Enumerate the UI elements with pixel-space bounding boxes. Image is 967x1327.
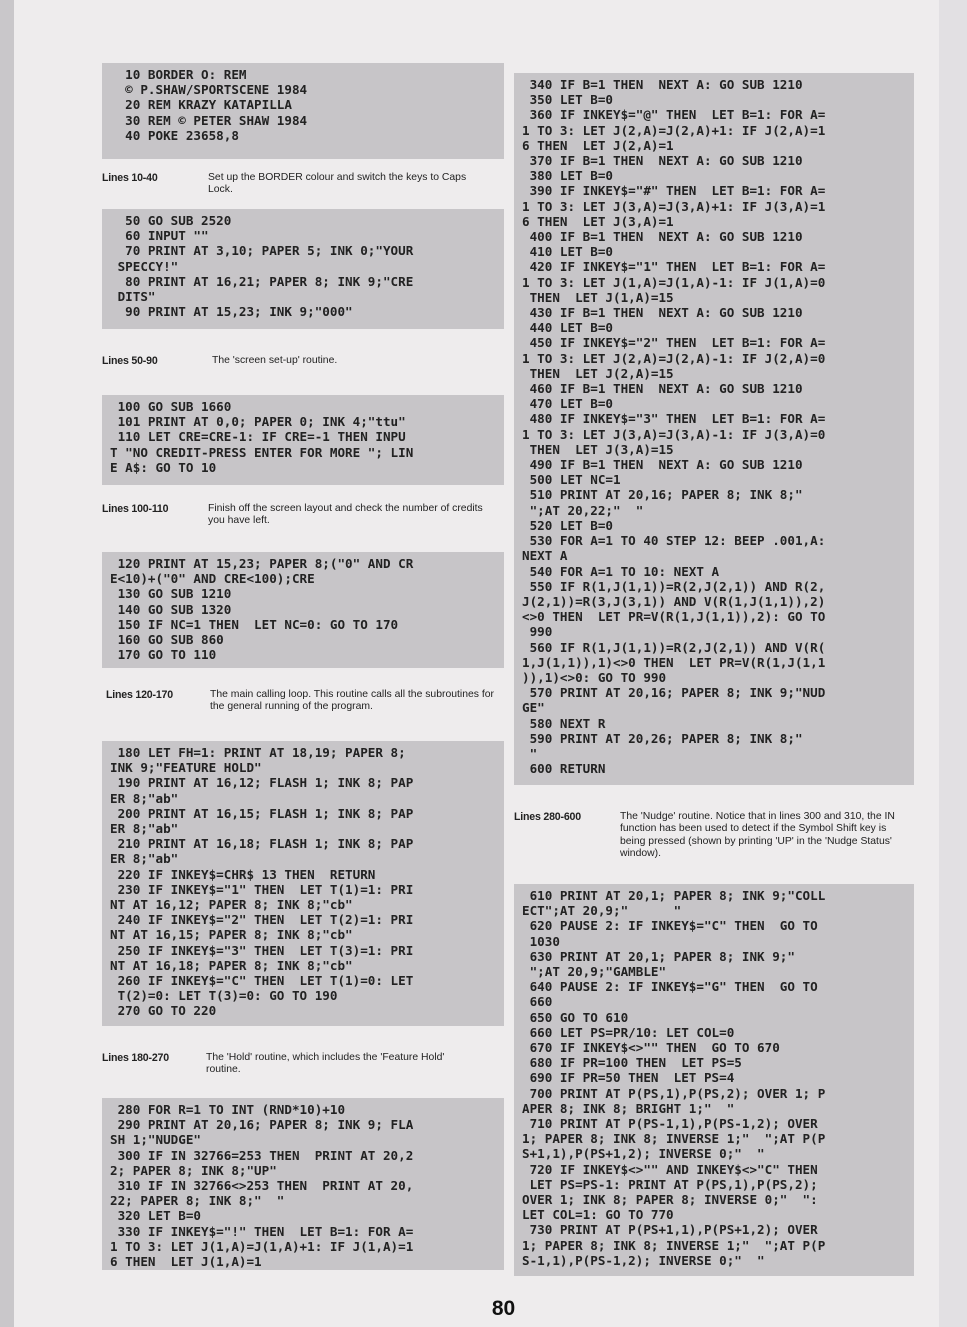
caption-text: The 'Hold' routine, which includes the 'Feature Hold' routine. — [206, 1052, 445, 1076]
caption — [514, 811, 914, 863]
code-listing: 50 GO SUB 2520 60 INPUT "" 70 PRINT AT 3,10; PAPER 5; INK 0;"YOUR SPECCY!" 80 PRINT AT 16,21; PAPER 8; INK 9;"CRE DITS" 90 PRINT AT 15,23; INK 9;"000" — [102, 209, 504, 329]
code-listing: 340 IF B=1 THEN NEXT A: GO SUB 1210 350 LET B=0 360 IF INKEY$="@" THEN LET B=1: FOR A= 1 TO 3: LET J(2,A)=J(2,A)+1: IF J(2,A)=1 6 THEN LET J(2,A)=1 370 IF B=1 THEN NEXT A: GO SUB 1210 380 LET B=0 390 IF INKEY$="#" THEN LET B=1: FOR A= 1 TO 3: LET J(3,A)=J(3,A)+1: IF J(3,A)=1 6 THEN LET J(3,A)=1 400 IF B=1 THEN NEXT A: GO SUB 1210 410 LET B=0 420 IF INKEY$="1" THEN LET B=1: FOR A= 1 TO 3: LET J(1,A)=J(1,A)-1: IF J(1,A)=0 THEN LET J(1,A)=15 430 IF B=1 THEN NEXT A: GO SUB 1210 440 LET B=0 450 IF INKEY$="2" THEN LET B=1: FOR A= 1 TO 3: LET J(2,A)=J(2,A)-1: IF J(2,A)=0 THEN LET J(2,A)=15 460 IF B=1 THEN NEXT A: GO SUB 1210 470 LET B=0 480 IF INKEY$="3" THEN LET B=1: FOR A= 1 TO 3: LET J(3,A)=J(3,A)-1: IF J(3,A)=0 THEN LET J(3,A)=15 490 IF B=1 THEN NEXT A: GO SUB 1210 500 LET NC=1 510 PRINT AT 20,16; PAPER 8; INK 8;" ";AT 20,22;" " 520 LET B=0 530 FOR A=1 TO 40 STEP 12: BEEP .001,A: NEXT A 540 FOR A=1 TO 10: NEXT A 550 IF R(1,J(1,1))=R(2,J(2,1)) AND R(2, J(2,1))=R(3,J(3,1)) AND V(R(1,J(1,1)),2) <>0 THEN LET PR=V(R(1,J(1,1)),2): GO TO 990 560 IF R(1,J(1,1))=R(2,J(2,1)) AND V(R( 1,J(1,1)),1)<>0 THEN LET PR=V(R(1,J(1,1 )),1)<>0: GO TO 990 570 PRINT AT 20,16; PAPER 8; INK 9;"NUD GE" 580 NEXT R 590 PRINT AT 20,26; PAPER 8; INK 8;" " 600 RETURN — [514, 73, 914, 785]
code-listing: 180 LET FH=1: PRINT AT 18,19; PAPER 8; INK 9;"FEATURE HOLD" 190 PRINT AT 16,12; FLASH 1; INK 8; PAP ER 8;"ab" 200 PRINT AT 16,15; FLASH 1; INK 8; PAP ER 8;"ab" 210 PRINT AT 16,18; FLASH 1; INK 8; PAP ER 8;"ab" 220 IF INKEY$=CHR$ 13 THEN RETURN 230 IF INKEY$="1" THEN LET T(1)=1: PRI NT AT 16,12; PAPER 8; INK 8;"cb" 240 IF INKEY$="2" THEN LET T(2)=1: PRI NT AT 16,15; PAPER 8; INK 8;"cb" 250 IF INKEY$="3" THEN LET T(3)=1: PRI NT AT 16,18; PAPER 8; INK 8;"cb" 260 IF INKEY$="C" THEN LET T(1)=0: LET T(2)=0: LET T(3)=0: GO TO 190 270 GO TO 220 — [102, 741, 504, 1026]
code-listing: 280 FOR R=1 TO INT (RND*10)+10 290 PRINT AT 20,16; PAPER 8; INK 9; FLA SH 1;"NUDGE" 300 IF IN 32766=253 THEN PRINT AT 20,2 2; PAPER 8; INK 8;"UP" 310 IF IN 32766<>253 THEN PRINT AT 20, 22; PAPER 8; INK 8;" " 320 LET B=0 330 IF INKEY$="!" THEN LET B=1: FOR A= 1 TO 3: LET J(1,A)=J(1,A)+1: IF J(1,A)=1 6 THEN LET J(1,A)=1 — [102, 1098, 504, 1270]
page-right-margin — [939, 0, 967, 1327]
caption-label: Lines 50-90 — [102, 355, 158, 367]
caption-label: Lines 120-170 — [106, 689, 173, 701]
caption — [102, 172, 504, 198]
caption-text: The 'Nudge' routine. Notice that in lines 300 and 310, the IN function has been used to detect if the Symbol Shift key is being pressed (shown by printing 'UP' in the 'Nudge Status' window). — [620, 811, 895, 860]
caption-text: Set up the BORDER colour and switch the keys to Caps Lock. — [208, 172, 467, 196]
caption-label: Lines 10-40 — [102, 172, 158, 184]
code-listing: 10 BORDER O: REM © P.SHAW/SPORTSCENE 1984 20 REM KRAZY KATAPILLA 30 REM © PETER SHAW 1984 40 POKE 23658,8 — [102, 63, 504, 159]
caption-label: Lines 180-270 — [102, 1052, 169, 1064]
page-binding-edge — [0, 0, 14, 1327]
code-listing: 610 PRINT AT 20,1; PAPER 8; INK 9;"COLL ECT";AT 20,9;" " 620 PAUSE 2: IF INKEY$="C" THEN GO TO 1030 630 PRINT AT 20,1; PAPER 8; INK 9;" ";AT 20,9;"GAMBLE" 640 PAUSE 2: IF INKEY$="G" THEN GO TO 660 650 GO TO 610 660 LET PS=PR/10: LET COL=0 670 IF INKEY$<>"" THEN GO TO 670 680 IF PR=100 THEN LET PS=5 690 IF PR=50 THEN LET PS=4 700 PRINT AT P(PS,1),P(PS,2); OVER 1; P APER 8; INK 8; BRIGHT 1;" " 710 PRINT AT P(PS-1,1),P(PS-1,2); OVER 1; PAPER 8; INK 8; INVERSE 1;" ";AT P(P S+1,1),P(PS+1,2); INVERSE 0;" " 720 IF INKEY$<>"" AND INKEY$<>"C" THEN LET PS=PS-1: PRINT AT P(PS,1),P(PS,2); OVER 1; INK 8; PAPER 8; INVERSE 0;" ": LET COL=1: GO TO 770 730 PRINT AT P(PS+1,1),P(PS+1,2); OVER 1; PAPER 8; INK 8; INVERSE 1;" ";AT P(P S-1,1),P(PS-1,2); INVERSE 0;" " — [514, 884, 914, 1276]
caption-text: The main calling loop. This routine calls all the subroutines for the general running of the program. — [210, 689, 494, 713]
caption-text: Finish off the screen layout and check the number of credits you have left. — [208, 503, 483, 527]
code-listing: 120 PRINT AT 15,23; PAPER 8;("0" AND CR E<10)+("0" AND CRE<100);CRE 130 GO SUB 1210 140 GO SUB 1320 150 IF NC=1 THEN LET NC=0: GO TO 170 160 GO SUB 860 170 GO TO 110 — [102, 552, 504, 668]
caption-text: The 'screen set-up' routine. — [212, 355, 338, 366]
caption — [102, 1052, 504, 1078]
caption — [102, 503, 504, 529]
caption — [102, 355, 504, 369]
caption-label: Lines 280-600 — [514, 811, 581, 823]
code-listing: 100 GO SUB 1660 101 PRINT AT 0,0; PAPER 0; INK 4;"ttu" 110 LET CRE=CRE-1: IF CRE=-1 THEN INPU T "NO CREDIT-PRESS ENTER FOR MORE "; LIN E A$: GO TO 10 — [102, 395, 504, 485]
caption — [102, 689, 504, 715]
page-number: 80 — [491, 1297, 516, 1320]
caption-label: Lines 100-110 — [102, 503, 169, 515]
